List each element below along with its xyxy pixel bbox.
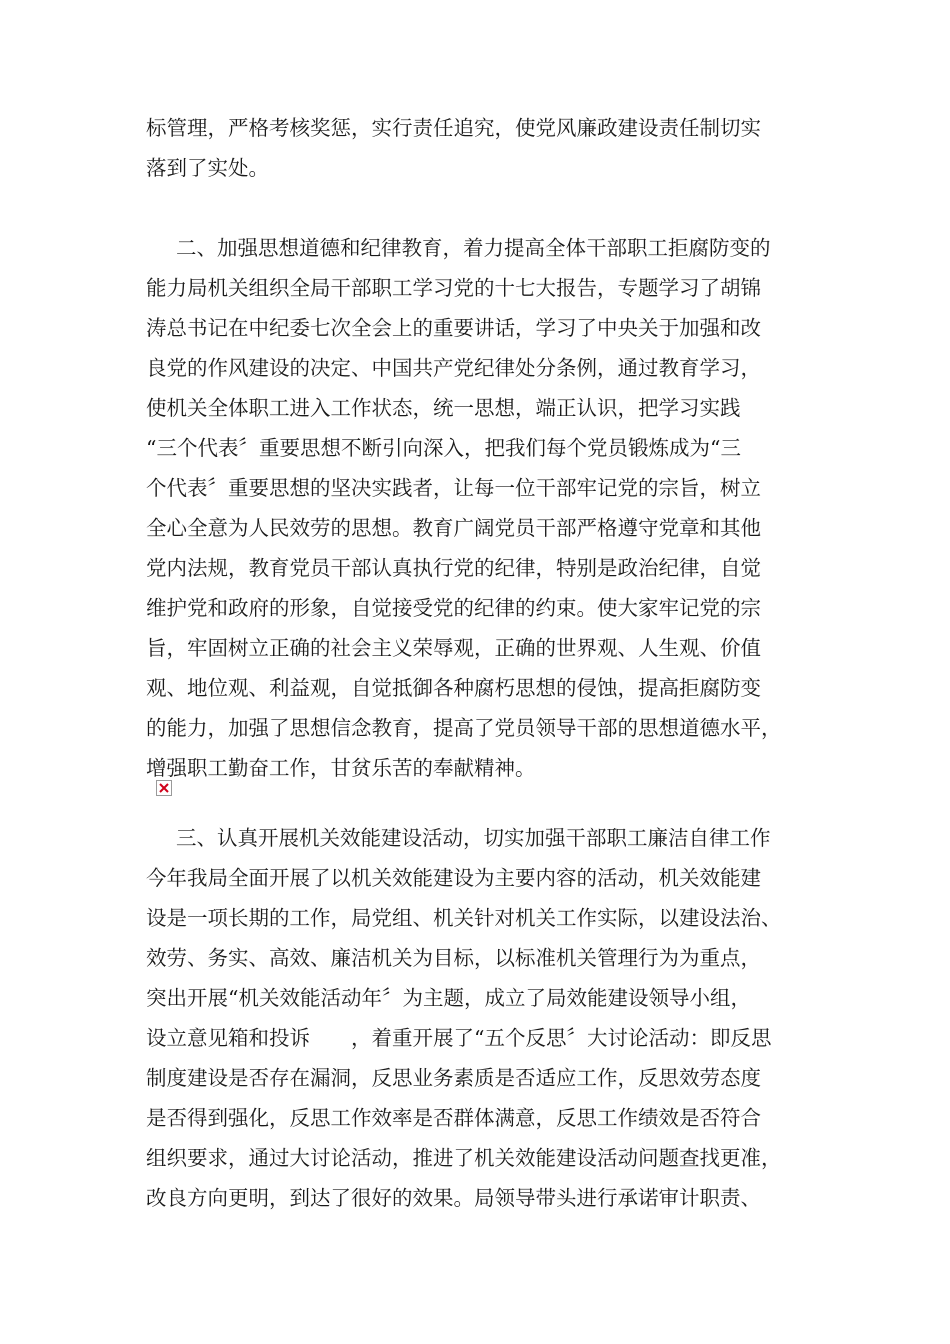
broken-image-icon [156, 780, 172, 796]
close-icon [159, 783, 169, 793]
paragraph-line: 效劳、务实、高效、廉洁机关为目标，以标准机关管理行为为重点， [146, 946, 761, 970]
section-heading-line: 三、认真开展机关效能建设活动，切实加强干部职工廉洁自律工作 [176, 826, 771, 850]
paragraph-line: 改良方向更明，到达了很好的效果。局领导带头进行承诺审计职责、 [146, 1186, 761, 1210]
paragraph-line: 设立意见箱和投诉 ，着重开展了“五个反思〞大讨论活动：即反思 [146, 1026, 772, 1050]
paragraph-line: 使机关全体职工进入工作状态，统一思想，端正认识，把学习实践 [146, 396, 741, 420]
section-heading-line: 二、加强思想道德和纪律教育，着力提高全体干部职工拒腐防变的 [176, 236, 771, 260]
paragraph-line: 增强职工勤奋工作，甘贫乐苦的奉献精神。 [146, 756, 536, 780]
paragraph-line: 良党的作风建设的决定、中国共产党纪律处分条例，通过教育学习， [146, 356, 761, 380]
paragraph-line: 落到了实处。 [146, 156, 269, 180]
paragraph-line: 旨，牢固树立正确的社会主义荣辱观，正确的世界观、人生观、价值 [146, 636, 761, 660]
paragraph-line: 是否得到强化，反思工作效率是否群体满意，反思工作绩效是否符合 [146, 1106, 761, 1130]
paragraph-line: 能力局机关组织全局干部职工学习党的十七大报告，专题学习了胡锦 [146, 276, 761, 300]
paragraph-line: “三个代表〞重要思想不断引向深入，把我们每个党员锻炼成为“三 [146, 436, 741, 460]
paragraph-line: 突出开展“机关效能活动年〞为主题，成立了局效能建设领导小组， [146, 986, 751, 1010]
paragraph-line: 标管理，严格考核奖惩，实行责任追究，使党风廉政建设责任制切实 [146, 116, 761, 140]
paragraph-line: 今年我局全面开展了以机关效能建设为主要内容的活动，机关效能建 [146, 866, 761, 890]
paragraph-line: 组织要求，通过大讨论活动，推进了机关效能建设活动问题查找更准， [146, 1146, 782, 1170]
paragraph-line: 的能力，加强了思想信念教育，提高了党员领导干部的思想道德水平， [146, 716, 782, 740]
paragraph-line: 个代表〞重要思想的坚决实践者，让每一位干部牢记党的宗旨，树立 [146, 476, 761, 500]
paragraph-line: 党内法规，教育党员干部认真执行党的纪律，特别是政治纪律，自觉 [146, 556, 761, 580]
paragraph-line: 维护党和政府的形象，自觉接受党的纪律的约束。使大家牢记党的宗 [146, 596, 761, 620]
paragraph-line: 观、地位观、利益观，自觉抵御各种腐朽思想的侵蚀，提高拒腐防变 [146, 676, 761, 700]
paragraph-line: 全心全意为人民效劳的思想。教育广阔党员干部严格遵守党章和其他 [146, 516, 761, 540]
paragraph-line: 涛总书记在中纪委七次全会上的重要讲话，学习了中央关于加强和改 [146, 316, 761, 340]
paragraph-line: 制度建设是否存在漏洞，反思业务素质是否适应工作，反思效劳态度 [146, 1066, 761, 1090]
paragraph-line: 设是一项长期的工作，局党组、机关针对机关工作实际，以建设法治、 [146, 906, 782, 930]
